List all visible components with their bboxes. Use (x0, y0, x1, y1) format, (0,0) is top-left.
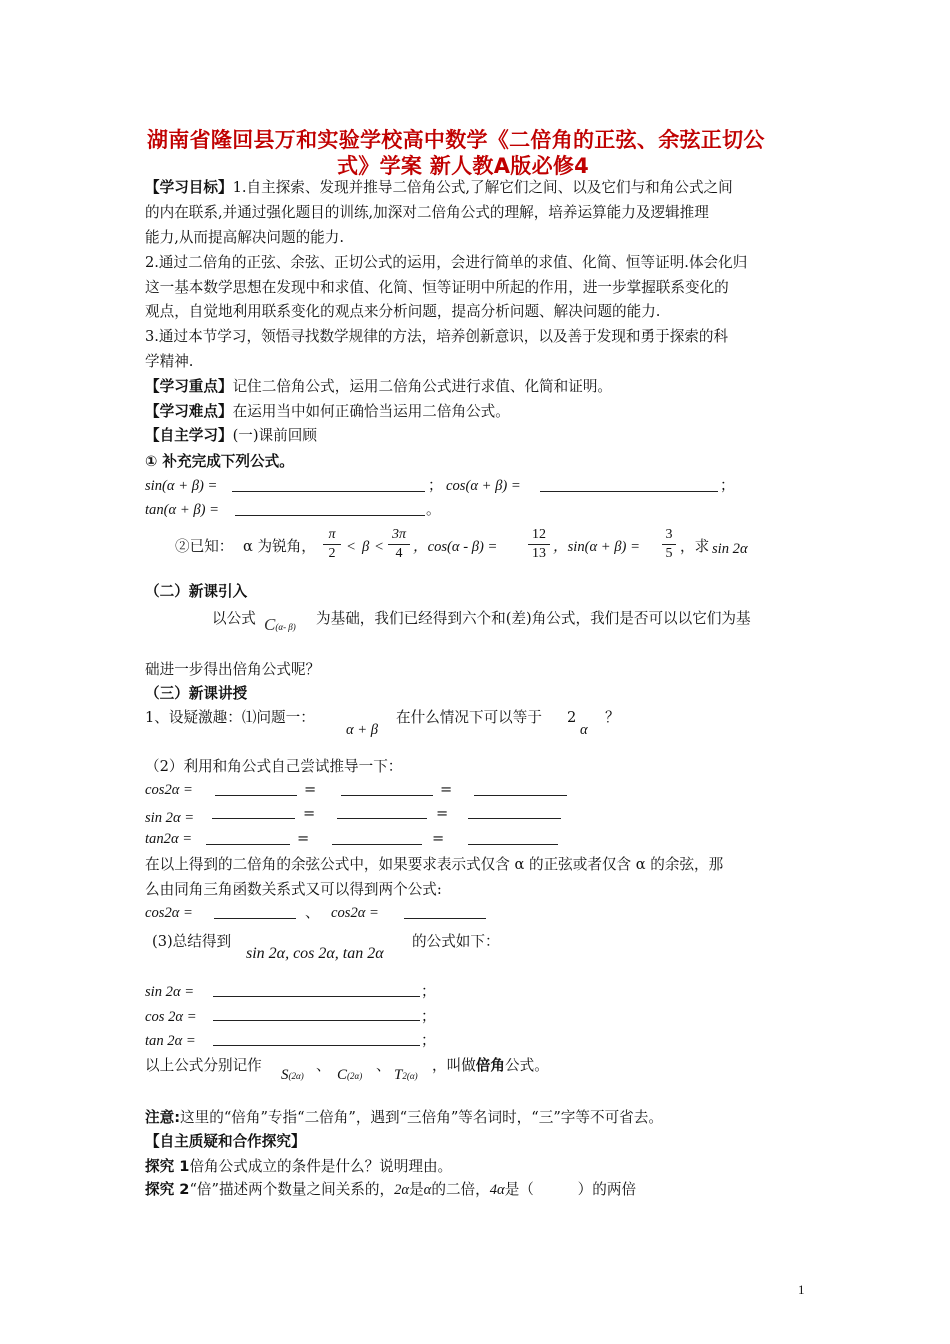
intro-line2: 础进一步得出倍角公式呢？ (145, 661, 321, 678)
goal-2b: 这一基本数学思想在发现中和求值、化简、恒等证明中所起的作用，进一步掌握联系变化的 (145, 279, 729, 296)
frac-num-12: 12 (532, 527, 546, 542)
formula-tan2a: tan 2α = (145, 1033, 196, 1049)
exploration-1-text: 倍角公式成立的条件是什么？说明理由。 (189, 1158, 453, 1175)
question1-a: 1、设疑激趣：⑴问题一： (145, 709, 315, 726)
frac-bar (388, 544, 410, 545)
self-study-heading (145, 424, 317, 448)
blank-formula-tan2a[interactable] (213, 1045, 420, 1046)
page-number: 1 (798, 1282, 805, 1297)
blank-cos-sum[interactable] (540, 491, 718, 492)
doc-title-line2: 式》学案 新人教A版必修4 (337, 154, 590, 178)
record-text: 以上公式分别记作 (145, 1057, 262, 1074)
semicolon: ； (421, 1032, 436, 1049)
eq-sign: = (304, 781, 317, 798)
goal-1a: 1.自主探索、发现并推导二倍角公式,了解它们之间、以及它们与和角公式之间 (232, 179, 733, 196)
frac-num-pi: π (328, 527, 336, 542)
item2-alpha-text: α 为锐角， (243, 538, 316, 555)
difficulty-label: 【学习难点】 (145, 403, 233, 420)
note-line1: 在以上得到的二倍角的余弦公式中，如果要求表示式仅含 α 的正弦或者仅含 α 的余弦，那 (145, 856, 724, 873)
cos2a-alt-1: cos2α = (145, 905, 193, 921)
blank-sin-sum[interactable] (232, 491, 425, 492)
blank-formula-cos2a[interactable] (213, 1020, 420, 1021)
exploration-1-label: 探究 1 (145, 1158, 190, 1175)
c-letter: C (264, 615, 276, 634)
blank-sin2a-3[interactable] (468, 818, 561, 819)
frac-bar (528, 544, 550, 545)
record-b: ，叫做 (432, 1057, 476, 1074)
exploration-2-c: 的二倍， (431, 1181, 490, 1198)
exploration-2-b: 是 (409, 1181, 424, 1198)
blank-cos2a-3[interactable] (474, 795, 567, 796)
blank-cos2a-alt-2[interactable] (404, 918, 486, 919)
question1-expr: α + β (346, 722, 379, 738)
frac-den-5: 5 (665, 546, 673, 561)
self-study-label: 【自主学习】 (145, 427, 233, 444)
sin-sum-formula: sin(α + β) = (145, 478, 218, 494)
fraction-3pi-over-4 (388, 527, 410, 562)
intro-heading: （二）新课引入 (145, 583, 248, 600)
blank-sin2a-2[interactable] (337, 818, 427, 819)
c-subscript: (α- β) (275, 622, 296, 632)
exploration-1 (145, 1155, 452, 1179)
question1-b: 在什么情况下可以等于 (396, 709, 542, 726)
goal-2c: 观点，自觉地利用联系变化的观点来分析问题，提高分析问题、解决问题的能力. (145, 303, 661, 320)
semicolon: ； (421, 983, 436, 1000)
goals-label: 【学习目标】 (145, 179, 233, 196)
exploration-2-d: 是（ ）的两倍 (504, 1181, 637, 1198)
frac-den-4: 4 (395, 546, 403, 561)
goal-2a: 2.通过二倍角的正弦、余弦、正切公式的运用，会进行简单的求值、化简、恒等证明.体会化归 (145, 254, 748, 271)
semicolon-2: ； (720, 477, 735, 494)
blank-sin2a-1[interactable] (212, 818, 295, 819)
frac-den-2: 2 (328, 546, 336, 561)
beta-symbol: β (362, 539, 370, 555)
less-than-1: < (347, 539, 356, 555)
blank-cos2a-2[interactable] (341, 795, 433, 796)
blank-cos2a-alt-1[interactable] (214, 918, 296, 919)
frac-num-3: 3 (665, 527, 673, 542)
semicolon-1: ； (428, 477, 443, 494)
derive-cos2a: cos2α = (145, 782, 193, 798)
exploration-2-4a: 4α (489, 1182, 505, 1198)
question3-expr: sin 2α, cos 2α, tan 2α (246, 945, 384, 962)
item2-prefix: ②已知： (175, 538, 234, 555)
symbol-T2a (394, 1064, 418, 1084)
cos2a-alt-2: cos2α = (331, 905, 379, 921)
eq-sign: = (303, 805, 316, 822)
key-points-text: 记住二倍角公式，运用二倍角公式进行求值、化简和证明。 (232, 378, 613, 395)
cos-diff-text: ，cos(α - β) = (413, 539, 498, 555)
key-points (145, 375, 612, 399)
fraction-pi-over-2 (323, 527, 341, 562)
question1-alpha: α (580, 722, 588, 738)
sub-C: (2α) (347, 1071, 363, 1081)
doc-title-line1: 湖南省隆回县万和实验学校高中数学《二倍角的正弦、余弦正切公 (147, 128, 765, 152)
intro-line1a: 以公式 (212, 610, 256, 627)
sub-S: (2α) (288, 1071, 304, 1081)
exploration-2 (145, 1178, 636, 1202)
symbol-C2a (337, 1064, 362, 1084)
blank-tan2a-1[interactable] (206, 844, 290, 845)
notice (145, 1106, 663, 1130)
sin2a-target: sin 2α (712, 541, 748, 557)
inquiry-heading: 【自主质疑和合作探究】 (145, 1133, 306, 1150)
fraction-3-over-5 (662, 527, 676, 562)
blank-tan2a-3[interactable] (468, 844, 558, 845)
blank-tan-sum[interactable] (235, 515, 425, 516)
blank-formula-sin2a[interactable] (213, 996, 420, 997)
eq-sign: = (440, 781, 453, 798)
exploration-2-a: “倍”描述两个数量之间关系的， (189, 1181, 395, 1198)
separator-comma: 、 (305, 904, 320, 921)
derive-sin2a: sin 2α = (145, 810, 195, 826)
goal-3b: 学精神. (145, 353, 194, 370)
blank-cos2a-1[interactable] (215, 795, 297, 796)
notice-text: 这里的“倍角”专指“二倍角”，遇到“三倍角”等名词时，“三”字等不可省去。 (180, 1109, 663, 1126)
difficulty (145, 400, 510, 424)
cos-sum-formula: cos(α + β) = (446, 478, 521, 494)
goals-line-1 (145, 176, 733, 200)
separator-2: 、 (376, 1057, 391, 1074)
frac-num-3pi: 3π (391, 527, 406, 542)
frac-den-13: 13 (532, 546, 546, 561)
sin-sum-text-2: ，sin(α + β) = (553, 539, 640, 555)
frac-bar (323, 544, 341, 545)
fraction-12-over-13 (528, 527, 550, 562)
question1-mark: ？ (605, 709, 620, 726)
formula-sin2a: sin 2α = (145, 984, 195, 1000)
record-suffix (432, 1054, 549, 1078)
lecture-heading: （三）新课讲授 (145, 685, 248, 702)
ask-text: ，求 (680, 538, 710, 555)
letter-C: C (337, 1067, 348, 1083)
formula-cos2a: cos 2α = (145, 1009, 197, 1025)
question2: （2）利用和角公式自己尝试推导一下： (145, 758, 403, 775)
goal-1c: 能力,从而提高解决问题的能力. (145, 229, 344, 246)
key-points-label: 【学习重点】 (145, 378, 233, 395)
self-study-part1: (一)课前回顾 (232, 427, 317, 444)
period-1: 。 (426, 501, 441, 518)
symbol-S2a (281, 1064, 304, 1084)
sub-T: 2(α) (402, 1071, 418, 1081)
letter-T: T (394, 1067, 403, 1083)
notice-label: 注意: (145, 1109, 181, 1126)
exploration-2-alpha: α (423, 1182, 432, 1198)
blank-tan2a-2[interactable] (332, 844, 422, 845)
record-bold: 倍角 (475, 1057, 505, 1074)
separator-1: 、 (316, 1057, 331, 1074)
record-c: 公式。 (505, 1057, 549, 1074)
eq-sign: = (436, 805, 449, 822)
derive-tan2a: tan2α = (145, 831, 193, 847)
intro-line1b: 为基础，我们已经得到六个和(差)角公式，我们是否可以以它们为基 (316, 610, 751, 627)
question3-b: 的公式如下： (412, 933, 500, 950)
difficulty-text: 在运用当中如何正确恰当运用二倍角公式。 (232, 403, 510, 420)
goal-1b: 的内在联系,并通过强化题目的训练,加深对二倍角公式的理解，培养运算能力及逻辑推理 (145, 204, 709, 221)
less-than-2: < (375, 539, 384, 555)
eq-sign: = (297, 830, 310, 847)
semicolon: ； (421, 1008, 436, 1025)
exploration-2-2a: 2α (394, 1182, 410, 1198)
goal-3a: 3.通过本节学习，领悟寻找数学规律的方法，培养创新意识，以及善于发现和勇于探索的科 (145, 328, 729, 345)
question1-two: 2 (567, 709, 577, 726)
question3-a: (3)总结得到 (152, 933, 232, 950)
frac-bar (662, 544, 676, 545)
note-line2: 么由同角三角函数关系式又可以得到两个公式: (145, 881, 442, 898)
c-formula-symbol (264, 615, 296, 635)
exploration-2-label: 探究 2 (145, 1181, 190, 1198)
item1-instruction: ① 补充完成下列公式。 (145, 453, 294, 470)
tan-sum-formula: tan(α + β) = (145, 502, 219, 518)
eq-sign: = (432, 830, 445, 847)
letter-S: S (281, 1067, 289, 1083)
